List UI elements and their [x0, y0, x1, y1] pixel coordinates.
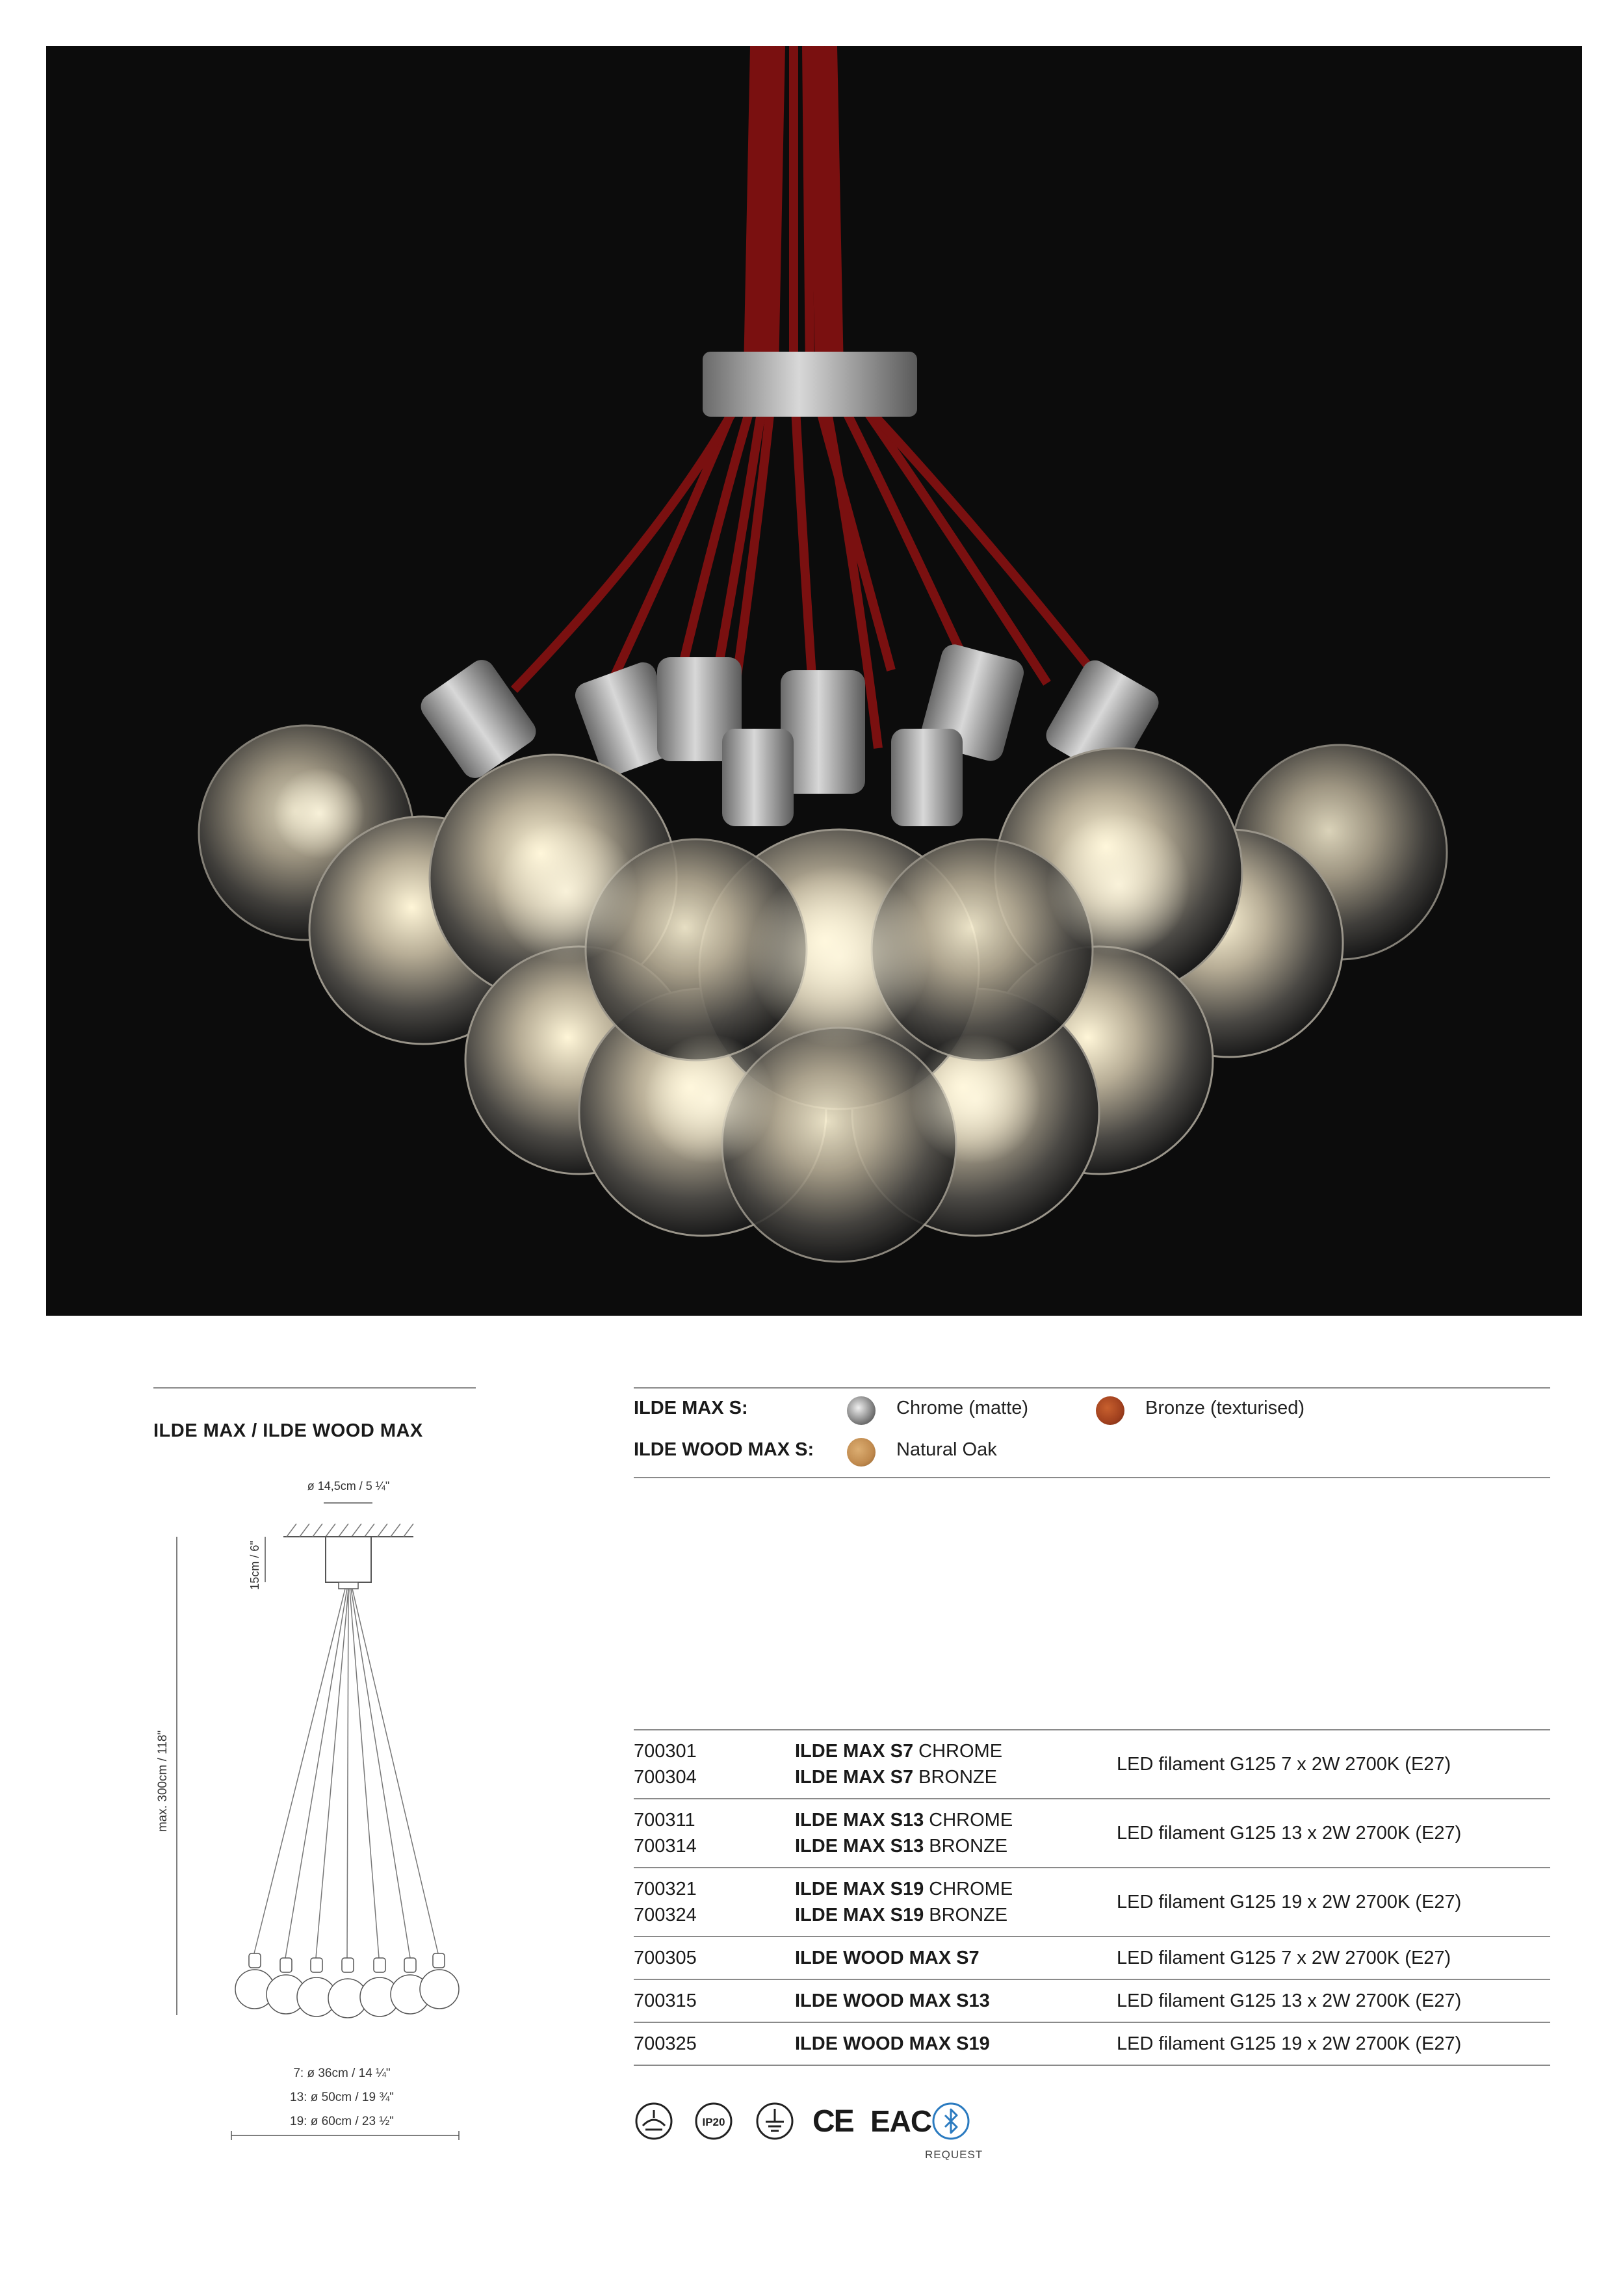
product-name: ILDE MAX S7 CHROME	[795, 1741, 1003, 1762]
bluetooth-icon	[931, 2101, 971, 2141]
ce-icon: CE	[812, 2104, 853, 2139]
table-row	[634, 1868, 1550, 1937]
article-code: 700301	[634, 1741, 697, 1762]
article-code: 700321	[634, 1879, 697, 1899]
article-code: 700315	[634, 1990, 697, 2011]
product-name: ILDE MAX S19 BRONZE	[795, 1905, 1008, 1925]
product-name: ILDE WOOD MAX S13	[795, 1990, 990, 2011]
diameter-13: 13: ø 50cm / 19 ¾"	[290, 2091, 394, 2104]
eac-icon: EAC	[870, 2104, 932, 2138]
max-length-dimension: max. 300cm / 118"	[156, 1730, 170, 1833]
finishes-top-rule	[634, 1387, 1550, 1389]
article-code: 700304	[634, 1767, 697, 1788]
article-code: 700325	[634, 2033, 697, 2054]
diameter-7: 7: ø 36cm / 14 ¼"	[293, 2067, 391, 2080]
finish-chrome: Chrome (matte)	[896, 1398, 1029, 1418]
product-name: ILDE WOOD MAX S19	[795, 2033, 990, 2054]
table-row	[634, 2023, 1550, 2066]
pendant-lamp-illustration	[46, 46, 1582, 1316]
table-row	[634, 1729, 1550, 1799]
product-name: ILDE MAX S13 BRONZE	[795, 1836, 1008, 1857]
table-row	[634, 1937, 1550, 1980]
light-source: LED filament G125 7 x 2W 2700K (E27)	[1117, 1754, 1451, 1775]
certification-icons	[634, 2101, 1024, 2179]
article-code: 700305	[634, 1948, 697, 1968]
oak-swatch-icon	[847, 1438, 876, 1467]
light-source: LED filament G125 7 x 2W 2700K (E27)	[1117, 1948, 1451, 1968]
finishes-bottom-rule	[634, 1477, 1550, 1478]
ip20-icon	[694, 2101, 734, 2141]
dimension-drawing	[153, 1469, 491, 2145]
product-title: ILDE MAX / ILDE WOOD MAX	[153, 1420, 423, 1441]
finish-bronze: Bronze (texturised)	[1145, 1398, 1305, 1418]
product-name: ILDE MAX S7 BRONZE	[795, 1767, 997, 1788]
light-source: LED filament G125 13 x 2W 2700K (E27)	[1117, 1823, 1462, 1844]
bluetooth-request-label: REQUEST	[925, 2148, 983, 2161]
article-code: 700311	[634, 1810, 695, 1831]
product-name: ILDE WOOD MAX S7	[795, 1948, 980, 1968]
chrome-swatch-icon	[847, 1396, 876, 1425]
diameter-19: 19: ø 60cm / 23 ½"	[290, 2115, 394, 2128]
light-source: LED filament G125 19 x 2W 2700K (E27)	[1117, 2033, 1462, 2054]
bronze-swatch-icon	[1096, 1396, 1124, 1425]
product-name: ILDE MAX S13 CHROME	[795, 1810, 1013, 1831]
article-code: 700314	[634, 1836, 697, 1857]
ip20-text: IP20	[702, 2116, 725, 2128]
finish-label-ilde-max: ILDE MAX S:	[634, 1398, 748, 1418]
canopy-dimension: ø 14,5cm / 5 ¼"	[307, 1480, 390, 1493]
table-row	[634, 1799, 1550, 1868]
earth-ground-icon	[755, 2101, 795, 2141]
dimmable-icon	[634, 2101, 674, 2141]
product-photo	[46, 46, 1582, 1316]
finish-natural-oak: Natural Oak	[896, 1439, 997, 1460]
light-source: LED filament G125 13 x 2W 2700K (E27)	[1117, 1990, 1462, 2011]
product-name: ILDE MAX S19 CHROME	[795, 1879, 1013, 1899]
finish-label-ilde-wood-max: ILDE WOOD MAX S:	[634, 1439, 814, 1460]
light-source: LED filament G125 19 x 2W 2700K (E27)	[1117, 1892, 1462, 1912]
article-code: 700324	[634, 1905, 697, 1925]
canopy-height-dimension: 15cm / 6"	[248, 1541, 261, 1590]
product-table	[634, 1729, 1550, 2066]
title-rule	[153, 1387, 476, 1389]
table-row	[634, 1980, 1550, 2023]
